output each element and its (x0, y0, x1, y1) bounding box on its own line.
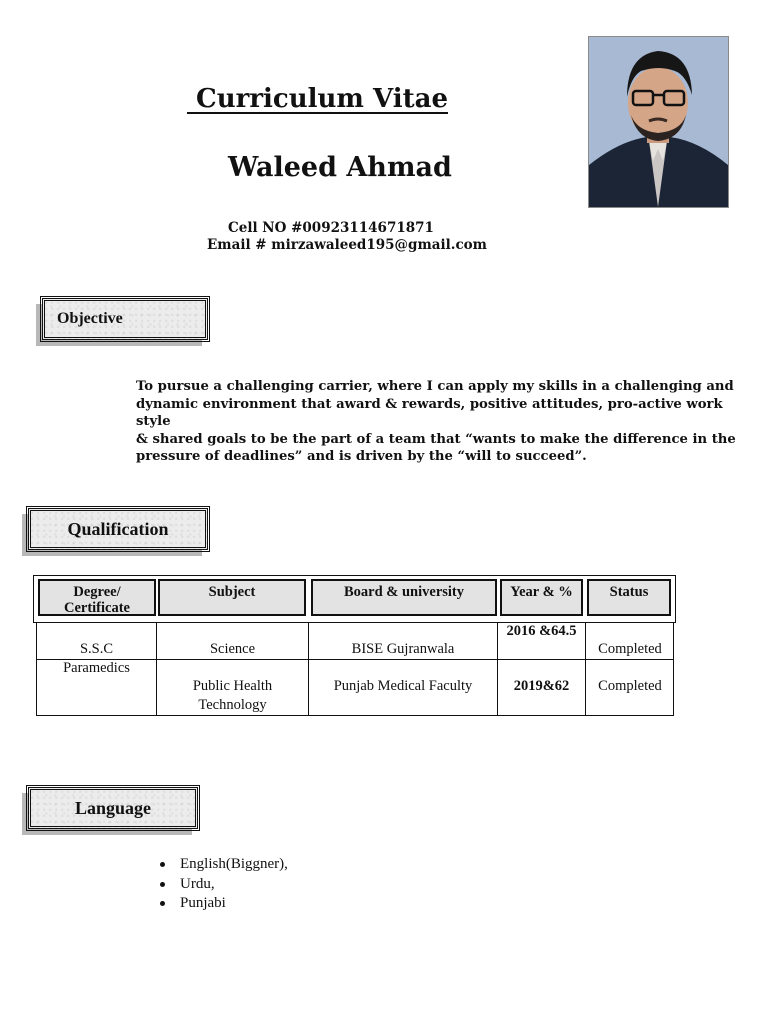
list-item (160, 875, 288, 895)
table-cell-subject: Public Health Technology (192, 678, 273, 713)
email-address: Email # mirzawaleed195@gmail.com (207, 237, 487, 253)
language-heading: Language (28, 787, 198, 829)
candidate-name: Waleed Ahmad (228, 152, 452, 183)
qualification-table-header (33, 575, 676, 623)
column-divider (156, 623, 157, 715)
column-header-year: Year & % (500, 579, 583, 616)
list-item (160, 894, 288, 914)
language-list (160, 855, 288, 914)
table-cell-status: Completed (598, 641, 662, 657)
profile-photo (588, 36, 729, 208)
column-header-status: Status (587, 579, 671, 616)
bullet-icon (160, 882, 165, 887)
document-title: Curriculum Vitae (187, 84, 448, 114)
objective-heading: Objective (42, 298, 208, 340)
column-header-subject: Subject (158, 579, 306, 616)
table-cell-subject: Science (209, 641, 256, 657)
bullet-icon (160, 862, 165, 867)
objective-text: To pursue a challenging carrier, where I can apply my skills in a challenging and dynamic environment that award & rewards, positive attitudes, pro-active work style & shared goals to be the part of a team that “wants to make the difference in the pressure of deadlines” and is driven by the “will to succeed”. (136, 379, 736, 465)
column-divider (308, 623, 309, 715)
table-cell-year: 2019&62 (513, 678, 570, 694)
table-cell-year: 2016 &64.5 (506, 623, 577, 639)
table-cell-status: Completed (598, 678, 662, 694)
qualification-table-body (36, 622, 674, 716)
column-header-degree: Degree/ Certificate (38, 579, 156, 616)
column-divider (585, 623, 586, 715)
cell-number: Cell NO #00923114671871 (228, 220, 434, 236)
column-header-board: Board & university (311, 579, 497, 616)
language-item: English(Biggner), (180, 856, 288, 872)
qualification-heading: Qualification (28, 508, 208, 550)
bullet-icon (160, 901, 165, 906)
profile-photo-illustration (589, 37, 728, 207)
language-item: Punjabi (180, 895, 226, 911)
table-cell-board: Punjab Medical Faculty (333, 678, 473, 694)
table-cell-degree: S.S.C (79, 641, 114, 657)
table-cell-degree: Paramedics (63, 660, 130, 676)
language-item: Urdu, (180, 875, 215, 892)
list-item (160, 855, 288, 875)
table-cell-board: BISE Gujranwala (351, 641, 455, 657)
